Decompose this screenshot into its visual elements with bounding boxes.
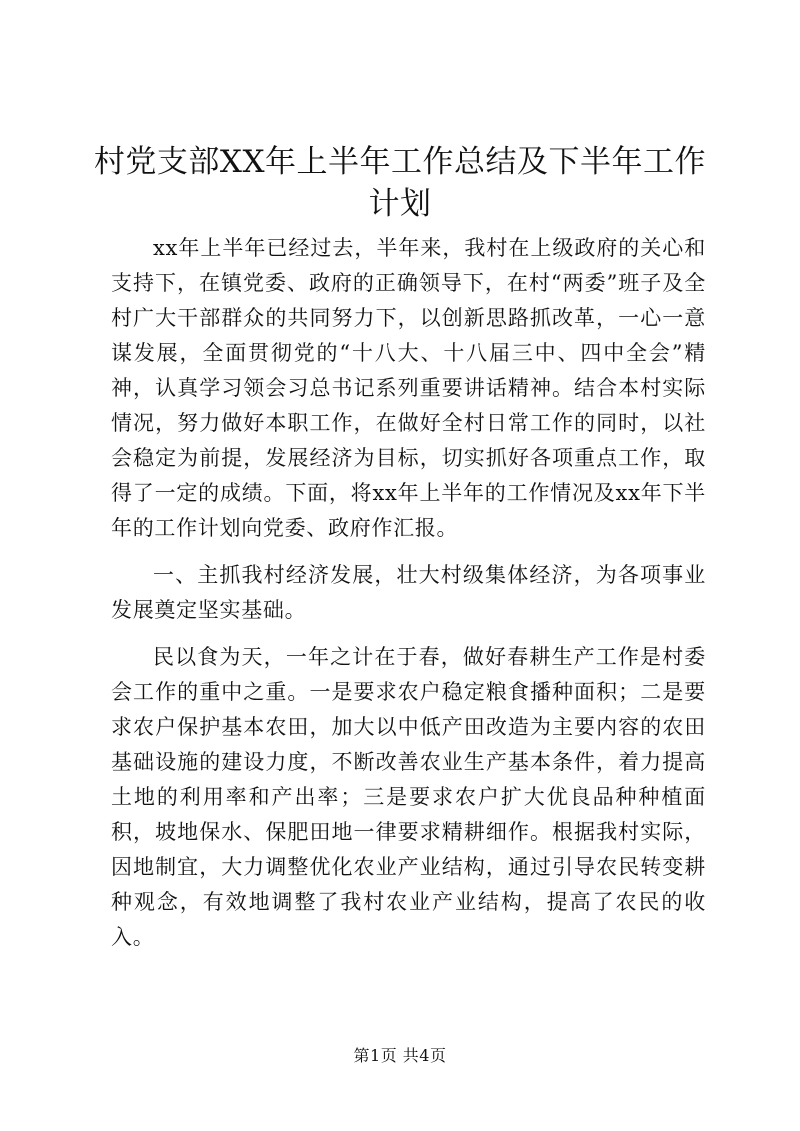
document-title-line2: 计划 [368,186,432,222]
paragraph-spring-farming: 民以食为天，一年之计在于春，做好春耕生产工作是村委会工作的重中之重。一是要求农户稳定粮食播种面积；二是要求农户保护基本农田，加大以中低产田改造为主要内容的农田基础设施的建设力度，不断改善农业生产基本条件，着力提高土地的利用率和产出率；三是要求农户扩大优良品种种植面积，坡地保水、保肥田地一律要求精耕细作。根据我村实际，因地制宜，大力调整优化农业产业结构，通过引导农民转变耕种观念，有效地调整了我村农业产业结构，提高了农民的收入。 [111,645,706,949]
document-body [111,231,706,967]
paragraph-section-one-heading: 一、主抓我村经济发展，壮大村级集体经济，为各项事业发展奠定坚实基础。 [111,563,706,622]
document-title-line1: 村党支部XX年上半年工作总结及下半年工作 [93,144,707,180]
paragraph-intro: xx年上半年已经过去，半年来，我村在上级政府的关心和支持下，在镇党委、政府的正确领导下，在村“两委”班子及全村广大干部群众的共同努力下，以创新思路抓改革，一心一意谋发展，全面贯彻党的“十八大、十八届三中、四中全会”精神，认真学习领会习总书记系列重要讲话精神。结合本村实际情况，努力做好本职工作，在做好全村日常工作的同时，以社会稳定为前提，发展经济为目标，切实抓好各项重点工作，取得了一定的成绩。下面，将xx年上半年的工作情况及xx年下半年的工作计划向党委、政府作汇报。 [111,236,706,540]
page-number-footer: 第1页 共4页 [353,1046,447,1065]
